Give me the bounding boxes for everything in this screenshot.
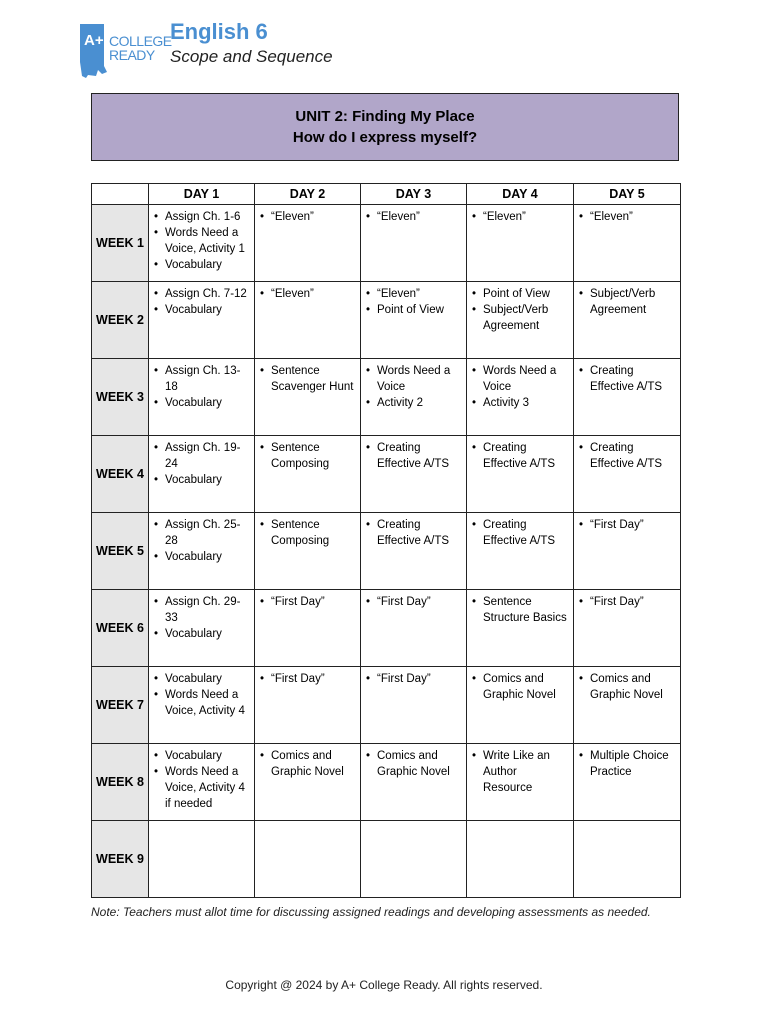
week-row	[92, 359, 681, 436]
day-cell	[149, 436, 255, 513]
teacher-note: Note: Teachers must allot time for discussing assigned readings and developing assessments as needed.	[91, 905, 651, 919]
activity-item: • Comics and Graphic Novel	[377, 748, 461, 780]
activity-item: • Vocabulary	[165, 302, 249, 318]
activity-item: • Assign Ch. 13-18	[165, 363, 249, 395]
activity-list	[468, 440, 572, 472]
week-label: WEEK 1	[92, 205, 149, 282]
week-row	[92, 513, 681, 590]
logo-word-ready: READY	[109, 47, 155, 63]
activity-list	[468, 286, 572, 334]
activity-item: • Assign Ch. 29-33	[165, 594, 249, 626]
activity-item: • Assign Ch. 25-28	[165, 517, 249, 549]
day-cell	[255, 436, 361, 513]
day-cell	[149, 744, 255, 821]
activity-item: • Comics and Graphic Novel	[271, 748, 355, 780]
day-cell	[574, 513, 681, 590]
activity-item: • Sentence Composing	[271, 517, 355, 549]
copyright-footer: Copyright @ 2024 by A+ College Ready. All rights reserved.	[225, 978, 543, 992]
activity-list	[150, 286, 253, 318]
day-cell	[149, 513, 255, 590]
day-cell	[574, 359, 681, 436]
activity-item: • “First Day”	[590, 517, 675, 533]
activity-item: • Words Need a Voice, Activity 1	[165, 225, 249, 257]
activity-item: • “Eleven”	[377, 209, 461, 225]
unit-question: How do I express myself?	[292, 129, 478, 146]
week-label: WEEK 5	[92, 513, 149, 590]
course-title: English 6	[170, 19, 268, 44]
day-cell	[467, 744, 574, 821]
activity-list	[150, 440, 253, 488]
activity-list	[575, 286, 679, 318]
day-cell	[361, 513, 467, 590]
activity-list	[362, 209, 465, 225]
day-cell	[467, 667, 574, 744]
activity-list	[150, 594, 253, 642]
activity-item: • Comics and Graphic Novel	[590, 671, 675, 703]
logo-aplus-text: A+	[84, 32, 104, 49]
activity-list	[256, 748, 359, 780]
activity-item: • Words Need a Voice, Activity 4	[165, 687, 249, 719]
day-cell	[574, 282, 681, 359]
day-cell	[574, 590, 681, 667]
unit-banner	[91, 93, 679, 161]
activity-list	[256, 440, 359, 472]
week-label: WEEK 7	[92, 667, 149, 744]
activity-item: • Words Need a Voice, Activity 4 if needed	[165, 764, 249, 812]
activity-item: • “First Day”	[377, 594, 461, 610]
day-cell	[467, 821, 574, 898]
activity-item: • Words Need a Voice	[377, 363, 461, 395]
activity-item: • Assign Ch. 7-12	[165, 286, 249, 302]
week-label: WEEK 8	[92, 744, 149, 821]
week-row	[92, 590, 681, 667]
day-cell	[574, 744, 681, 821]
activity-list	[256, 594, 359, 610]
day-header: DAY 2	[255, 184, 361, 205]
day-cell	[467, 205, 574, 282]
week-row	[92, 744, 681, 821]
activity-list	[362, 286, 465, 318]
day-cell	[467, 282, 574, 359]
day-cell	[361, 282, 467, 359]
activity-list	[575, 363, 679, 395]
activity-list	[362, 517, 465, 549]
day-cell	[361, 821, 467, 898]
activity-list	[256, 209, 359, 225]
day-cell	[574, 205, 681, 282]
activity-item: • Creating Effective A/TS	[377, 440, 461, 472]
week-row	[92, 205, 681, 282]
activity-item: • “First Day”	[271, 671, 355, 687]
activity-list	[362, 594, 465, 610]
day-cell	[467, 590, 574, 667]
day-cell	[255, 590, 361, 667]
activity-list	[575, 748, 679, 780]
activity-item: • Point of View	[377, 302, 461, 318]
activity-list	[575, 440, 679, 472]
activity-item: • Subject/Verb Agreement	[590, 286, 675, 318]
activity-list	[468, 594, 572, 626]
day-cell	[149, 667, 255, 744]
week-row	[92, 282, 681, 359]
logo-word-college: COLLEGE	[109, 33, 172, 49]
day-cell	[149, 359, 255, 436]
activity-item: • “Eleven”	[271, 286, 355, 302]
activity-list	[256, 286, 359, 302]
activity-item: • “First Day”	[271, 594, 355, 610]
day-header: DAY 1	[149, 184, 255, 205]
activity-list	[362, 440, 465, 472]
schedule-body	[92, 205, 681, 898]
activity-list	[468, 671, 572, 703]
activity-item: • Activity 2	[377, 395, 461, 411]
activity-item: • Assign Ch. 1-6	[165, 209, 249, 225]
activity-item: • Vocabulary	[165, 748, 249, 764]
day-cell	[361, 205, 467, 282]
day-cell	[361, 436, 467, 513]
activity-item: • Vocabulary	[165, 395, 249, 411]
activity-item: • Multiple Choice Practice	[590, 748, 675, 780]
day-cell	[255, 667, 361, 744]
activity-list	[362, 363, 465, 411]
day-header: DAY 3	[361, 184, 467, 205]
activity-item: • Creating Effective A/TS	[590, 363, 675, 395]
week-label: WEEK 3	[92, 359, 149, 436]
activity-item: • Subject/Verb Agreement	[483, 302, 568, 334]
activity-item: • Creating Effective A/TS	[483, 440, 568, 472]
activity-item: • Sentence Composing	[271, 440, 355, 472]
unit-title: UNIT 2: Finding My Place	[295, 108, 475, 125]
activity-list	[575, 671, 679, 703]
week-label: WEEK 6	[92, 590, 149, 667]
activity-item: • Vocabulary	[165, 472, 249, 488]
week-label: WEEK 9	[92, 821, 149, 898]
activity-item: • Write Like an Author Resource	[483, 748, 568, 796]
activity-item: • Words Need a Voice	[483, 363, 568, 395]
day-cell	[574, 821, 681, 898]
corner-cell	[92, 184, 149, 205]
activity-list	[150, 671, 253, 719]
week-row	[92, 821, 681, 898]
day-cell	[361, 667, 467, 744]
activity-item: • Vocabulary	[165, 549, 249, 565]
activity-list	[468, 748, 572, 796]
activity-item: • Point of View	[483, 286, 568, 302]
activity-item: • Comics and Graphic Novel	[483, 671, 568, 703]
day-cell	[467, 359, 574, 436]
activity-list	[256, 363, 359, 395]
activity-item: • “Eleven”	[271, 209, 355, 225]
activity-item: • Vocabulary	[165, 257, 249, 273]
document-header	[76, 18, 476, 80]
activity-list	[256, 671, 359, 687]
day-cell	[149, 282, 255, 359]
activity-list	[150, 363, 253, 411]
activity-item: • “First Day”	[377, 671, 461, 687]
day-cell	[574, 667, 681, 744]
week-label: WEEK 2	[92, 282, 149, 359]
activity-list	[468, 363, 572, 411]
activity-item: • “Eleven”	[377, 286, 461, 302]
activity-list	[256, 517, 359, 549]
title-block	[170, 18, 333, 68]
day-cell	[361, 744, 467, 821]
day-cell	[361, 590, 467, 667]
logo-wordmark	[109, 34, 172, 62]
activity-list	[575, 594, 679, 610]
activity-item: • Activity 3	[483, 395, 568, 411]
day-cell	[255, 513, 361, 590]
week-row	[92, 436, 681, 513]
day-cell	[255, 205, 361, 282]
aplus-college-ready-logo	[76, 22, 172, 78]
activity-item: • Vocabulary	[165, 626, 249, 642]
activity-item: • “First Day”	[590, 594, 675, 610]
schedule-table	[91, 183, 681, 898]
activity-list	[150, 748, 253, 812]
day-cell	[467, 436, 574, 513]
activity-item: • Sentence Structure Basics	[483, 594, 568, 626]
day-cell	[255, 282, 361, 359]
week-row	[92, 667, 681, 744]
day-cell	[574, 436, 681, 513]
course-subtitle: Scope and Sequence	[170, 47, 333, 66]
day-cell	[255, 744, 361, 821]
week-label: WEEK 4	[92, 436, 149, 513]
activity-item: • Assign Ch. 19-24	[165, 440, 249, 472]
activity-item: • Creating Effective A/TS	[483, 517, 568, 549]
activity-item: • Sentence Scavenger Hunt	[271, 363, 355, 395]
day-cell	[255, 359, 361, 436]
day-header: DAY 5	[574, 184, 681, 205]
activity-item: • “Eleven”	[483, 209, 568, 225]
day-cell	[467, 513, 574, 590]
day-header: DAY 4	[467, 184, 574, 205]
activity-item: • “Eleven”	[590, 209, 675, 225]
activity-list	[150, 209, 253, 273]
day-cell	[149, 590, 255, 667]
activity-item: • Creating Effective A/TS	[377, 517, 461, 549]
day-cell	[149, 821, 255, 898]
activity-list	[468, 209, 572, 225]
activity-list	[150, 517, 253, 565]
activity-list	[575, 209, 679, 225]
activity-list	[468, 517, 572, 549]
day-header-row	[92, 184, 681, 205]
activity-list	[362, 748, 465, 780]
day-cell	[255, 821, 361, 898]
activity-list	[575, 517, 679, 533]
activity-list	[362, 671, 465, 687]
activity-item: • Creating Effective A/TS	[590, 440, 675, 472]
day-cell	[149, 205, 255, 282]
activity-item: • Vocabulary	[165, 671, 249, 687]
day-cell	[361, 359, 467, 436]
